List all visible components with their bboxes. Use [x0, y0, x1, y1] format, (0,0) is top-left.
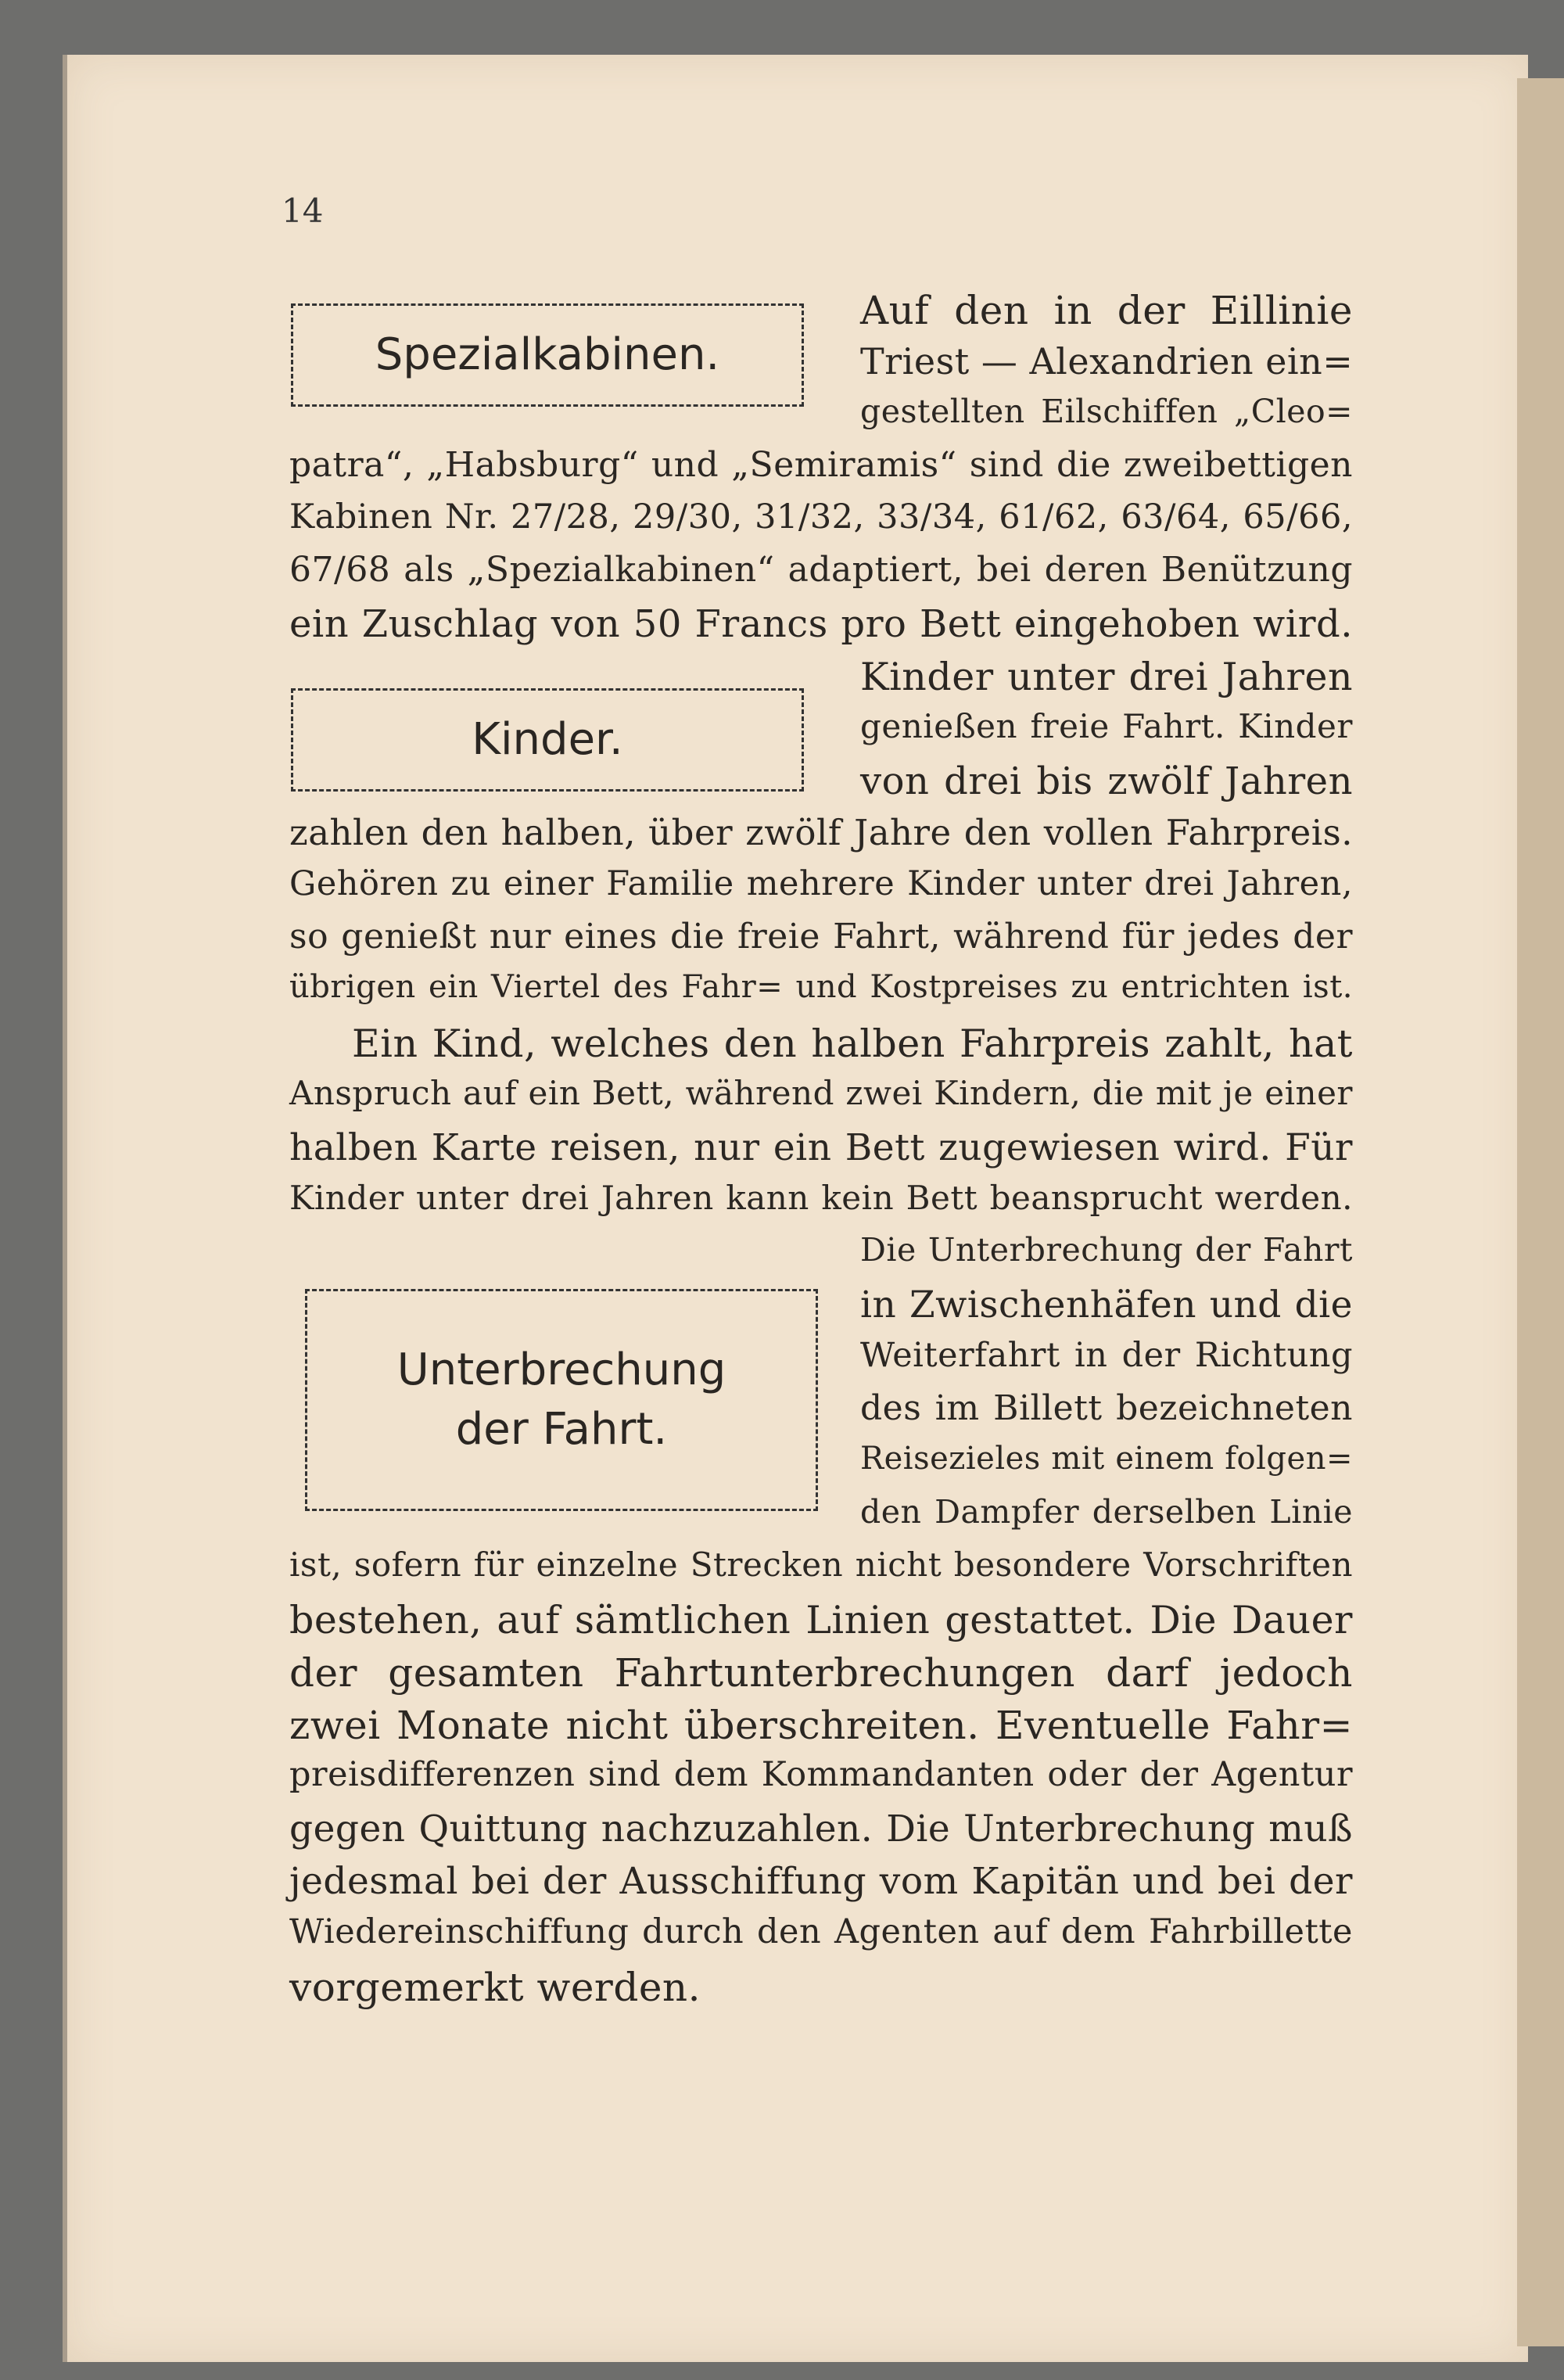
heading-kinder: Kinder. — [472, 714, 623, 766]
text-line: ist, sofern für einzelne Strecken nicht besondere Vorschriften — [289, 1545, 1353, 1584]
heading-unterbrechung-line2: der Fahrt. — [455, 1404, 668, 1455]
heading-spezialkabinen: Spezialkabinen. — [375, 329, 720, 381]
text-line: in Zwischenhäfen und die — [860, 1283, 1353, 1326]
text-line: Die Unterbrechung der Fahrt — [860, 1231, 1353, 1269]
text-line: jedesmal bei der Ausschiffung vom Kapitän und bei der — [289, 1860, 1353, 1903]
text-line: Triest — Alexandrien ein= — [860, 340, 1354, 382]
text-line: bestehen, auf sämtlichen Linien gestattet. Die Dauer — [289, 1598, 1353, 1642]
heading-unterbrechung-line1: Unterbrechung — [396, 1344, 726, 1396]
text-line: zwei Monate nicht überschreiten. Eventuelle Fahr= — [289, 1703, 1353, 1748]
text-line: 67/68 als „Spezialkabinen“ adaptiert, bei deren Benützung — [289, 550, 1353, 590]
text-line: Anspruch auf ein Bett, während zwei Kindern, die mit je einer — [289, 1074, 1353, 1112]
text-line: Kinder unter drei Jahren kann kein Bett beansprucht werden. — [289, 1179, 1353, 1217]
text-line: von drei bis zwölf Jahren — [860, 759, 1353, 803]
text-line: Kinder unter drei Jahren — [860, 655, 1353, 699]
text-line: so genießt nur eines die freie Fahrt, während für jedes der — [289, 917, 1353, 957]
page-number: 14 — [282, 192, 324, 230]
text-line: des im Billett bezeichneten — [860, 1388, 1353, 1428]
next-page-edge — [1517, 78, 1564, 2346]
text-line: ein Zuschlag von 50 Francs pro Bett eingehoben wird. — [289, 602, 1353, 646]
text-line: übrigen ein Viertel des Fahr= und Kostpreises zu entrichten ist. — [289, 969, 1353, 1005]
heading-box-spezialkabinen — [291, 303, 804, 407]
text-line: patra“, „Habsburg“ und „Semiramis“ sind die zweibettigen — [289, 445, 1353, 485]
text-line: Reisezieles mit einem folgen= — [860, 1441, 1353, 1477]
text-line: der gesamten Fahrtunterbrechungen darf jedoch — [289, 1650, 1353, 1696]
text-line: Weiterfahrt in der Richtung — [860, 1336, 1353, 1375]
text-line: zahlen den halben, über zwölf Jahre den vollen Fahrpreis. — [289, 812, 1353, 853]
text-line: Gehören zu einer Familie mehrere Kinder unter drei Jahren, — [289, 864, 1353, 903]
text-line: Auf den in der Eillinie — [860, 288, 1353, 333]
text-line: Ein Kind, welches den halben Fahrpreis zahlt, hat — [352, 1021, 1353, 1066]
text-line: gestellten Eilschiffen „Cleo= — [860, 393, 1353, 430]
text-line: genießen freie Fahrt. Kinder — [860, 707, 1353, 745]
text-line: halben Karte reisen, nur ein Bett zugewiesen wird. Für — [289, 1126, 1353, 1169]
text-line: Wiedereinschiffung durch den Agenten auf dem Fahrbillette — [289, 1912, 1353, 1951]
heading-box-unterbrechung — [305, 1289, 818, 1511]
text-line-last: vorgemerkt werden. — [289, 1965, 701, 2010]
heading-box-kinder — [291, 688, 804, 792]
text-line: den Dampfer derselben Linie — [860, 1493, 1353, 1531]
text-line: Kabinen Nr. 27/28, 29/30, 31/32, 33/34, 61/62, 63/64, 65/66, — [289, 497, 1353, 537]
text-line: gegen Quittung nachzuzahlen. Die Unterbrechung muß — [289, 1807, 1353, 1851]
text-line: preisdifferenzen sind dem Kommandanten oder der Agentur — [289, 1755, 1353, 1794]
